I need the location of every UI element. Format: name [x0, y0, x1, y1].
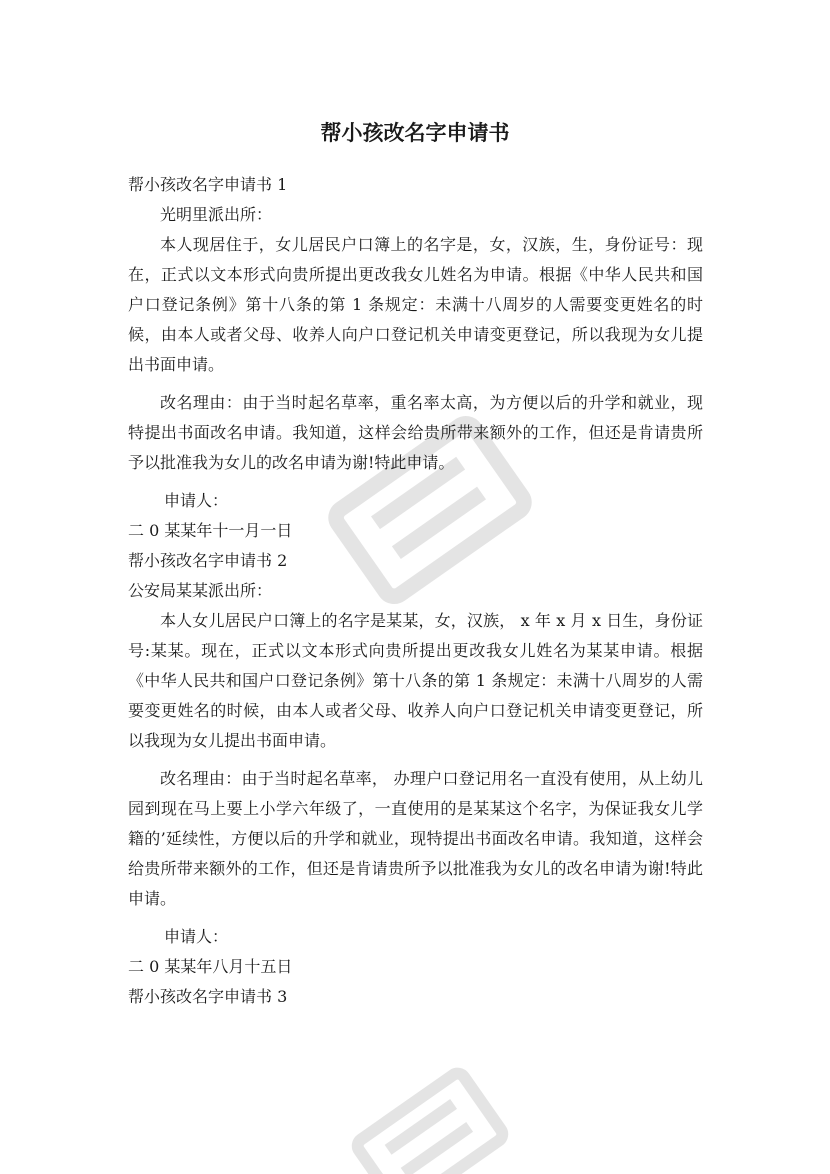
- applicant-label: 申请人：: [164, 927, 229, 946]
- section-heading: 帮小孩改名字申请书 1: [128, 175, 288, 194]
- addressee: 光明里派出所：: [160, 205, 273, 224]
- body-paragraph: 本人现居住于，女儿居民户口簿上的名字是，女，汉族，生，身份证号：现在，正式以文本形式向贵所提出更改我女儿姓名为申请。根据《中华人民共和国户口登记条例》第十八条的第 1 条规定：未满十八周岁的人需要变更姓名的时候，由本人或者父母、收养人向户口登记机关申请变更登记，所以我现为女儿提出书面申请。: [128, 235, 703, 374]
- document-body: [128, 170, 703, 1012]
- addressee: 公安局某某派出所：: [128, 581, 273, 600]
- date-line: 二 0 某某年十一月一日: [128, 521, 293, 540]
- watermark-icon: [330, 1040, 530, 1174]
- date-line: 二 0 某某年八月十五日: [128, 957, 293, 976]
- section-heading: 帮小孩改名字申请书 2: [128, 551, 288, 570]
- section-heading: 帮小孩改名字申请书 3: [128, 987, 288, 1006]
- reason-paragraph: 改名理由：由于当时起名草率， 办理户口登记用名一直没有使用，从上幼儿园到现在马上要上小学六年级了，一直使用的是某某这个名字，为保证我女儿学籍的’延续性，方便以后的升学和就业，现特提出书面改名申请。我知道，这样会给贵所带来额外的工作，但还是肯请贵所予以批准我为女儿的改名申请为谢!特此申请。: [128, 769, 703, 908]
- body-paragraph: 本人女儿居民户口簿上的名字是某某，女，汉族， x 年 x 月 x 日生，身份证号:某某。现在，正式以文本形式向贵所提出更改我女儿姓名为某某申请。根据《中华人民共和国户口登记条例》第十八条的第 1 条规定：未满十八周岁的人需要变更姓名的时候，由本人或者父母、收养人向户口登记机关申请变更登记，所以我现为女儿提出书面申请。: [128, 611, 703, 750]
- page-title: 帮小孩改名字申请书: [320, 121, 510, 145]
- reason-paragraph: 改名理由：由于当时起名草率，重名率太高，为方便以后的升学和就业，现特提出书面改名申请。我知道，这样会给贵所带来额外的工作，但还是肯请贵所予以批准我为女儿的改名申请为谢!特此申请。: [128, 393, 703, 472]
- applicant-label: 申请人：: [164, 491, 229, 510]
